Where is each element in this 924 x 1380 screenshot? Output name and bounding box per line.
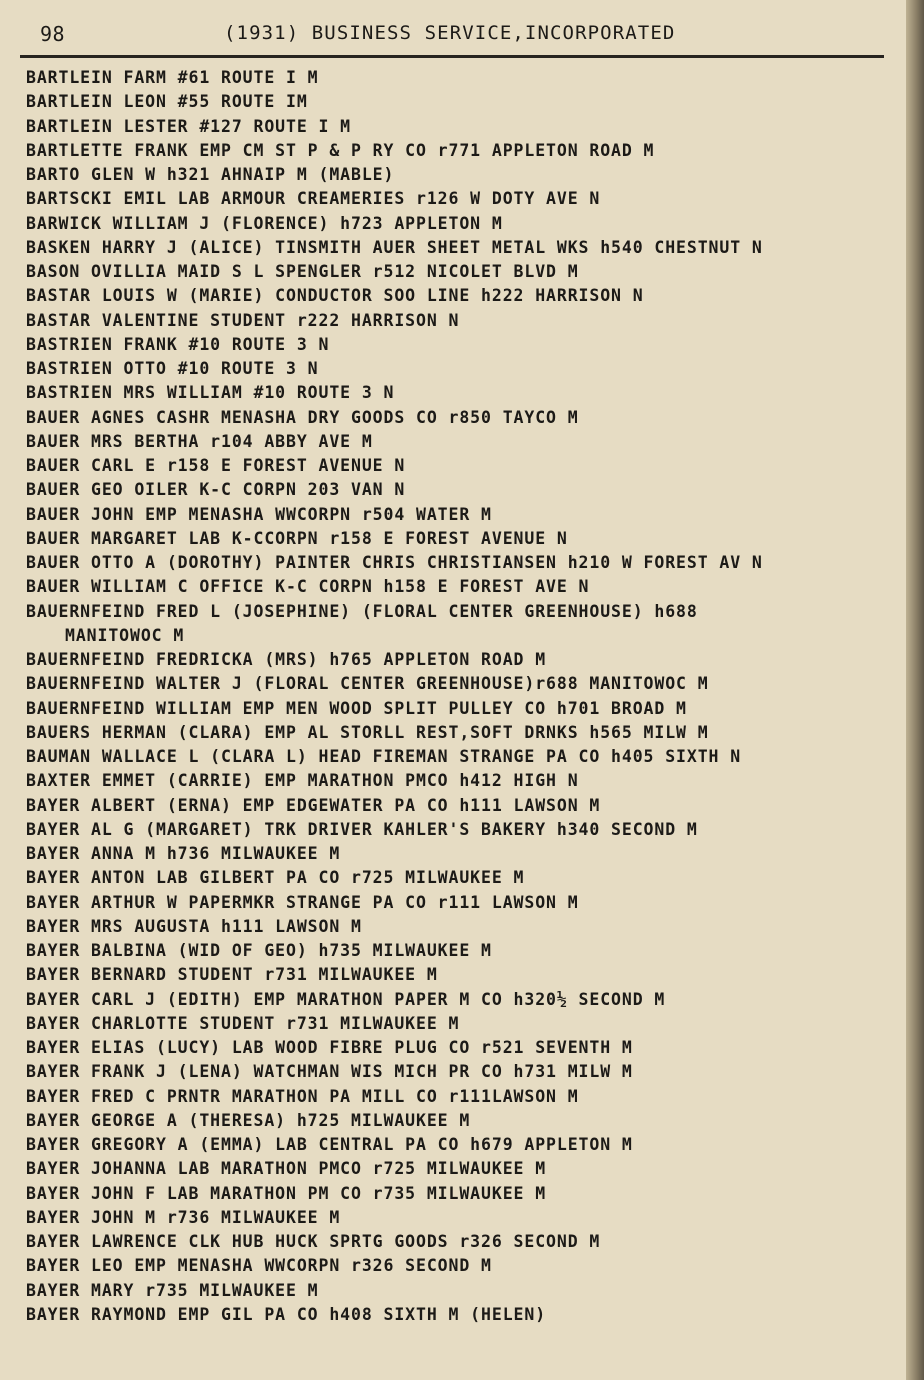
directory-entry: BAUER CARL E r158 E FOREST AVENUE N	[26, 456, 406, 475]
directory-entry: BAUER JOHN EMP MENASHA WWCORPN r504 WATER M	[26, 504, 492, 524]
directory-entry: BAYER MARY r735 MILWAUKEE M	[26, 1280, 319, 1300]
directory-entry: BAUERNFEIND WALTER J (FLORAL CENTER GREENHOUSE)r688 MANITOWOC M	[26, 674, 709, 694]
directory-entry: BAYER JOHN M r736 MILWAUKEE M	[26, 1207, 341, 1227]
page-edge	[906, 0, 924, 1380]
directory-entry: BAUMAN WALLACE L (CLARA L) HEAD FIREMAN STRANGE PA CO h405 SIXTH N	[26, 747, 742, 766]
directory-entry: BARTLEIN LESTER #127 ROUTE I M	[26, 116, 352, 136]
directory-entry: BAUERS HERMAN (CLARA) EMP AL STORLL REST,SOFT DRNKS h565 MILW M	[26, 722, 709, 742]
directory-entry: BASTAR VALENTINE STUDENT r222 HARRISON N	[26, 310, 460, 330]
directory-entry: BAUER GEO OILER K-C CORPN 203 VAN N	[26, 480, 406, 500]
directory-entry: BAUERNFEIND FRED L (JOSEPHINE) (FLORAL CENTER GREENHOUSE) h688	[26, 601, 698, 621]
directory-entry: BARTLEIN LEON #55 ROUTE IM	[26, 92, 308, 112]
directory-entry: BASKEN HARRY J (ALICE) TINSMITH AUER SHEET METAL WKS h540 CHESTNUT N	[26, 237, 763, 257]
directory-entry: BAYER ELIAS (LUCY) LAB WOOD FIBRE PLUG CO r521 SEVENTH M	[26, 1038, 633, 1057]
directory-entry: BARTLETTE FRANK EMP CM ST P & P RY CO r771 APPLETON ROAD M	[26, 140, 655, 160]
directory-entry: BAYER CHARLOTTE STUDENT r731 MILWAUKEE M	[26, 1013, 460, 1033]
page-number: 98	[40, 22, 66, 46]
directory-entry: BAUER MRS BERTHA r104 ABBY AVE M	[26, 431, 373, 451]
directory-entry-continuation: MANITOWOC M	[65, 625, 185, 645]
directory-entry: BAYER JOHANNA LAB MARATHON PMCO r725 MILWAUKEE M	[26, 1159, 547, 1179]
page-header	[34, 20, 874, 46]
directory-entry: BARTO GLEN W h321 AHNAIP M (MABLE)	[26, 165, 395, 184]
directory-entry: BAYER LAWRENCE CLK HUB HUCK SPRTG GOODS r326 SECOND M	[26, 1232, 601, 1251]
directory-entry: BAUER AGNES CASHR MENASHA DRY GOODS CO r850 TAYCO M	[26, 407, 579, 427]
directory-entry: BAYER ANTON LAB GILBERT PA CO r725 MILWAUKEE M	[26, 868, 525, 888]
directory-entry: BASTAR LOUIS W (MARIE) CONDUCTOR SOO LINE h222 HARRISON N	[26, 286, 644, 306]
directory-entry: BASTRIEN OTTO #10 ROUTE 3 N	[26, 359, 319, 378]
directory-entry: BAYER MRS AUGUSTA h111 LAWSON M	[26, 916, 362, 936]
directory-entry: BAXTER EMMET (CARRIE) EMP MARATHON PMCO h412 HIGH N	[26, 771, 579, 791]
directory-entry: BAYER ANNA M h736 MILWAUKEE M	[26, 844, 341, 863]
directory-entry: BAYER BERNARD STUDENT r731 MILWAUKEE M	[26, 965, 438, 985]
directory-entry: BARTSCKI EMIL LAB ARMOUR CREAMERIES r126 W DOTY AVE N	[26, 189, 601, 209]
directory-entry: BARTLEIN FARM #61 ROUTE I M	[26, 68, 319, 87]
directory-entries	[26, 66, 906, 1327]
directory-entry: BAYER GEORGE A (THERESA) h725 MILWAUKEE M	[26, 1110, 471, 1130]
directory-entry: BAYER FRED C PRNTR MARATHON PA MILL CO r111LAWSON M	[26, 1086, 579, 1106]
directory-entry: BAYER GREGORY A (EMMA) LAB CENTRAL PA CO h679 APPLETON M	[26, 1135, 633, 1154]
directory-entry: BAYER RAYMOND EMP GIL PA CO h408 SIXTH M (HELEN)	[26, 1304, 547, 1324]
directory-entry: BASON OVILLIA MAID S L SPENGLER r512 NICOLET BLVD M	[26, 262, 579, 281]
directory-entry: BASTRIEN MRS WILLIAM #10 ROUTE 3 N	[26, 383, 395, 403]
directory-entry: BAYER LEO EMP MENASHA WWCORPN r326 SECOND M	[26, 1256, 492, 1276]
directory-entry: BASTRIEN FRANK #10 ROUTE 3 N	[26, 334, 330, 354]
directory-entry: BAYER FRANK J (LENA) WATCHMAN WIS MICH PR CO h731 MILW M	[26, 1062, 633, 1082]
directory-entry: BAYER BALBINA (WID OF GEO) h735 MILWAUKEE M	[26, 941, 492, 960]
directory-entry: BAUER WILLIAM C OFFICE K-C CORPN h158 E FOREST AVE N	[26, 577, 590, 597]
header-rule	[20, 55, 884, 58]
directory-entry: BAUERNFEIND FREDRICKA (MRS) h765 APPLETON ROAD M	[26, 650, 547, 669]
directory-entry: BAUER MARGARET LAB K-CCORPN r158 E FOREST AVENUE N	[26, 528, 568, 548]
header-title: (1931) BUSINESS SERVICE,INCORPORATED	[224, 22, 676, 44]
directory-entry: BAYER JOHN F LAB MARATHON PM CO r735 MILWAUKEE M	[26, 1183, 547, 1203]
directory-entry: BAYER CARL J (EDITH) EMP MARATHON PAPER M CO h320½ SECOND M	[26, 989, 666, 1009]
directory-entry: BARWICK WILLIAM J (FLORENCE) h723 APPLETON M	[26, 213, 503, 233]
directory-entry: BAYER AL G (MARGARET) TRK DRIVER KAHLER'S BAKERY h340 SECOND M	[26, 819, 698, 839]
directory-entry: BAYER ARTHUR W PAPERMKR STRANGE PA CO r111 LAWSON M	[26, 892, 579, 912]
directory-entry: BAYER ALBERT (ERNA) EMP EDGEWATER PA CO h111 LAWSON M	[26, 795, 601, 815]
directory-entry: BAUER OTTO A (DOROTHY) PAINTER CHRIS CHRISTIANSEN h210 W FOREST AV N	[26, 553, 763, 572]
directory-entry: BAUERNFEIND WILLIAM EMP MEN WOOD SPLIT PULLEY CO h701 BROAD M	[26, 698, 687, 718]
